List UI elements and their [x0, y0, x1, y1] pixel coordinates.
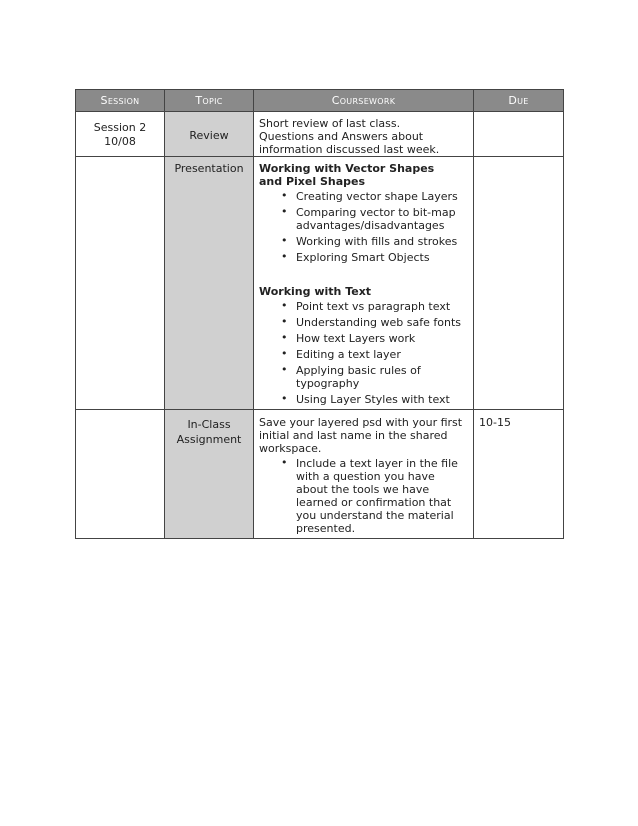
session-date: 10/08: [104, 135, 136, 148]
topic-label: Review: [189, 129, 229, 142]
session-label: Session 2: [93, 121, 147, 134]
assignment-intro: Save your layered psd with your first initial and last name in the shared workspace.: [259, 416, 463, 455]
coursework-cell: [254, 157, 474, 410]
section-heading: and Pixel Shapes: [259, 175, 366, 188]
list-item: • Editing a text layer: [281, 348, 467, 361]
list-item: • Creating vector shape Layers: [281, 190, 467, 203]
coursework-line: Short review of last class.: [259, 117, 401, 130]
session-cell: [76, 157, 165, 410]
topic-cell: [165, 410, 254, 539]
list-item: • Applying basic rules of typography: [281, 364, 467, 390]
list-item: • Comparing vector to bit-map advantages/disadvantages: [281, 206, 467, 232]
header-row: [76, 90, 564, 112]
due-date: 10-15: [479, 416, 511, 429]
topic-label: Presentation: [174, 162, 244, 175]
coursework-cell: [254, 112, 474, 157]
topic-cell: [165, 112, 254, 157]
list-item: • Using Layer Styles with text: [281, 393, 467, 406]
bullet-list: [259, 190, 467, 264]
list-item: • Working with fills and strokes: [281, 235, 467, 248]
section-heading: Working with Text: [259, 285, 372, 298]
schedule-table: [75, 89, 564, 539]
list-item: • Include a text layer in the file with a question you have about the tools we have learned or confirmation that you understand the material presented.: [281, 457, 467, 535]
topic-cell: [165, 157, 254, 410]
due-cell: [474, 157, 564, 410]
session-cell: [76, 112, 165, 157]
topic-label: In-Class: [187, 418, 231, 431]
coursework-cell: [254, 410, 474, 539]
bullet-list: [259, 300, 467, 406]
header-topic: Topic: [165, 90, 254, 112]
coursework-line: Questions and Answers about: [259, 130, 424, 143]
table-row: [76, 157, 564, 410]
list-item: • Point text vs paragraph text: [281, 300, 467, 313]
topic-label: Assignment: [176, 433, 242, 446]
header-due: Due: [474, 90, 564, 112]
list-item: • Exploring Smart Objects: [281, 251, 467, 264]
session-cell: [76, 410, 165, 539]
due-cell: [474, 410, 564, 539]
due-cell: [474, 112, 564, 157]
bullet-list: [259, 457, 467, 535]
table-row: [76, 112, 564, 157]
section-heading: Working with Vector Shapes: [259, 162, 435, 175]
list-item: • How text Layers work: [281, 332, 467, 345]
header-coursework: Coursework: [254, 90, 474, 112]
header-session: Session: [76, 90, 165, 112]
coursework-line: information discussed last week.: [259, 143, 440, 156]
list-item: • Understanding web safe fonts: [281, 316, 467, 329]
table-row: [76, 410, 564, 539]
